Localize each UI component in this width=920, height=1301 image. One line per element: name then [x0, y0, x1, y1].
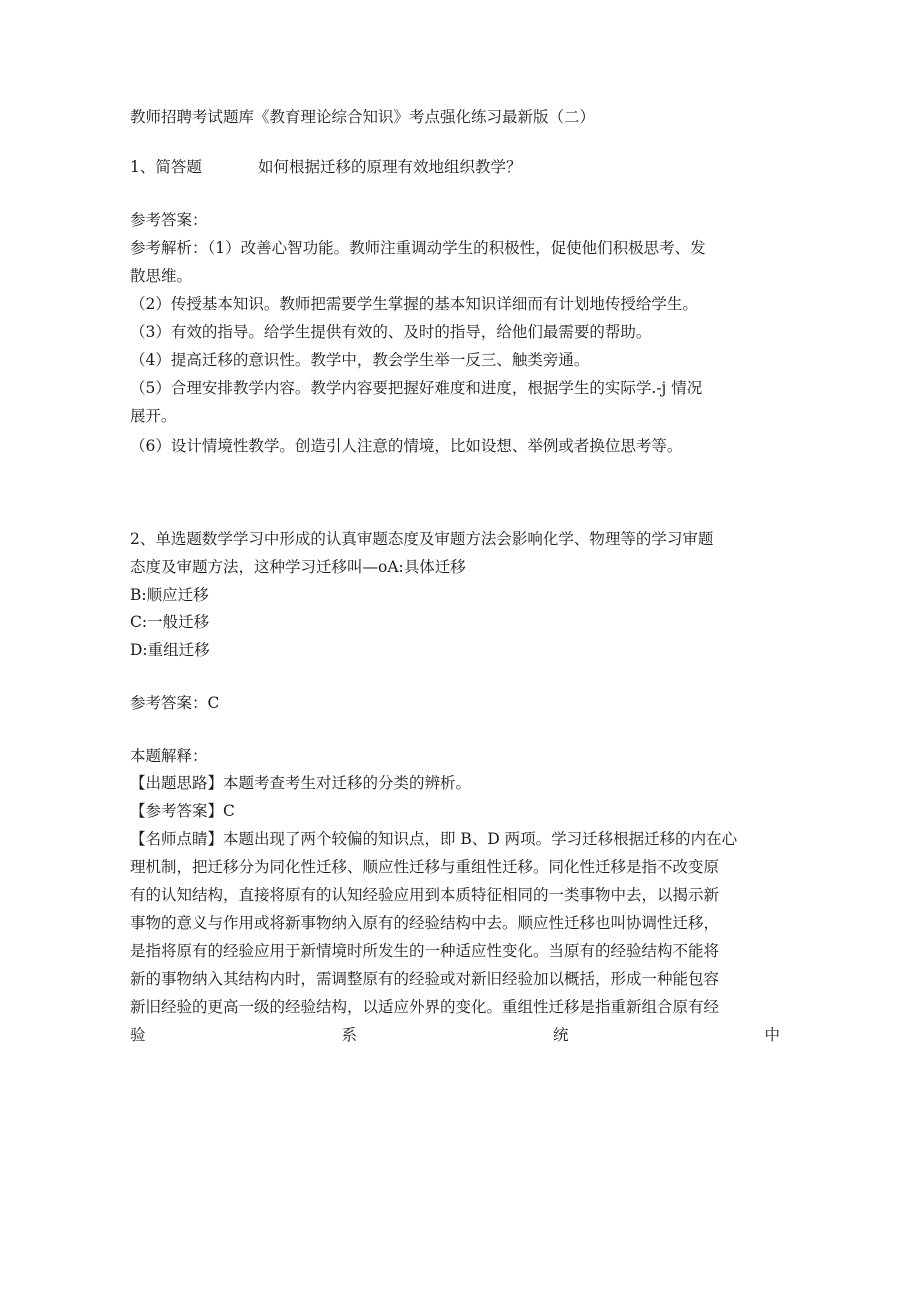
- question-2-explanation-line: 新旧经验的更高一级的经验结构，以适应外界的变化。重组性迁移是指重新组合原有经: [130, 998, 720, 1016]
- question-2-option: C:一般迁移: [130, 613, 210, 631]
- question-2-explanation-line: 【名师点睛】本题出现了两个较偏的知识点，即 B、D 两项。学习迁移根据迁移的内在心: [130, 830, 738, 848]
- question-1-analysis-line: （2）传授基本知识。教师把需要学生掌握的基本知识详细而有计划地传授给学生。: [130, 295, 698, 313]
- justified-word: 统: [552, 1026, 569, 1044]
- question-2-text-line: 态度及审题方法，这种学习迁移叫—oA:具体迁移: [130, 558, 466, 576]
- document-title: 教师招聘考试题库《教育理论综合知识》考点强化练习最新版（二）: [130, 108, 596, 126]
- question-2-explanation-last-line: [130, 1025, 780, 1045]
- question-2-option: B:顺应迁移: [130, 586, 209, 604]
- justified-word: 系: [341, 1026, 357, 1044]
- question-2-explanation-line: 【参考答案】C: [130, 802, 235, 820]
- question-2-text-line: 2、单选题数学学习中形成的认真审题态度及审题方法会影响化学、物理等的学习审题: [130, 530, 714, 548]
- justified-word: 验: [130, 1026, 146, 1044]
- question-1-analysis-line: 散思维。: [130, 267, 193, 285]
- question-2-explanation-line: 新的事物纳入其结构内时，需调整原有的经验或对新旧经验加以概括，形成一种能包容: [130, 970, 720, 988]
- question-2-explanation-line: 【出题思路】本题考查考生对迁移的分类的辨析。: [130, 774, 472, 792]
- question-1-analysis-line: （3）有效的指导。给学生提供有效的、及时的指导，给他们最需要的帮助。: [130, 323, 652, 341]
- question-2-explanation-line: 是指将原有的经验应用于新情境时所发生的一种适应性变化。当原有的经验结构不能将: [130, 942, 720, 960]
- question-1-analysis-line: 展开。: [130, 407, 177, 425]
- question-1-analysis-line: （5）合理安排教学内容。教学内容要把握好难度和进度，根据学生的实际学.-j 情况: [130, 379, 703, 397]
- question-2-explanation-line: 事物的意义与作用或将新事物纳入原有的经验结构中去。顺应性迁移也叫协调性迁移，: [130, 914, 720, 932]
- question-1-type: 1、简答题: [130, 158, 202, 176]
- question-1-text: 如何根据迁移的原理有效地组织教学？: [258, 158, 522, 176]
- question-1-analysis-line: （4）提高迁移的意识性。教学中，教会学生举一反三、触类旁通。: [130, 351, 590, 369]
- question-1-analysis-line: （6）设计情境性教学。创造引人注意的情境，比如设想、举例或者换位思考等。: [130, 437, 683, 455]
- justified-word: 中: [764, 1026, 780, 1044]
- question-1-analysis-line: 参考解析：（1）改善心智功能。教师注重调动学生的积极性，促使他们积极思考、发: [130, 239, 706, 257]
- question-1-answer-label: 参考答案：: [130, 211, 208, 229]
- question-2-option: D:重组迁移: [130, 641, 210, 659]
- question-2-explanation-line: 有的认知结构，直接将原有的认知经验应用到本质特征相同的一类事物中去，以揭示新: [130, 886, 720, 904]
- question-2-answer: 参考答案：C: [130, 694, 220, 712]
- question-2-explanation-label: 本题解释：: [130, 747, 208, 765]
- question-2-explanation-line: 理机制，把迁移分为同化性迁移、顺应性迁移与重组性迁移。同化性迁移是指不改变原: [130, 858, 720, 876]
